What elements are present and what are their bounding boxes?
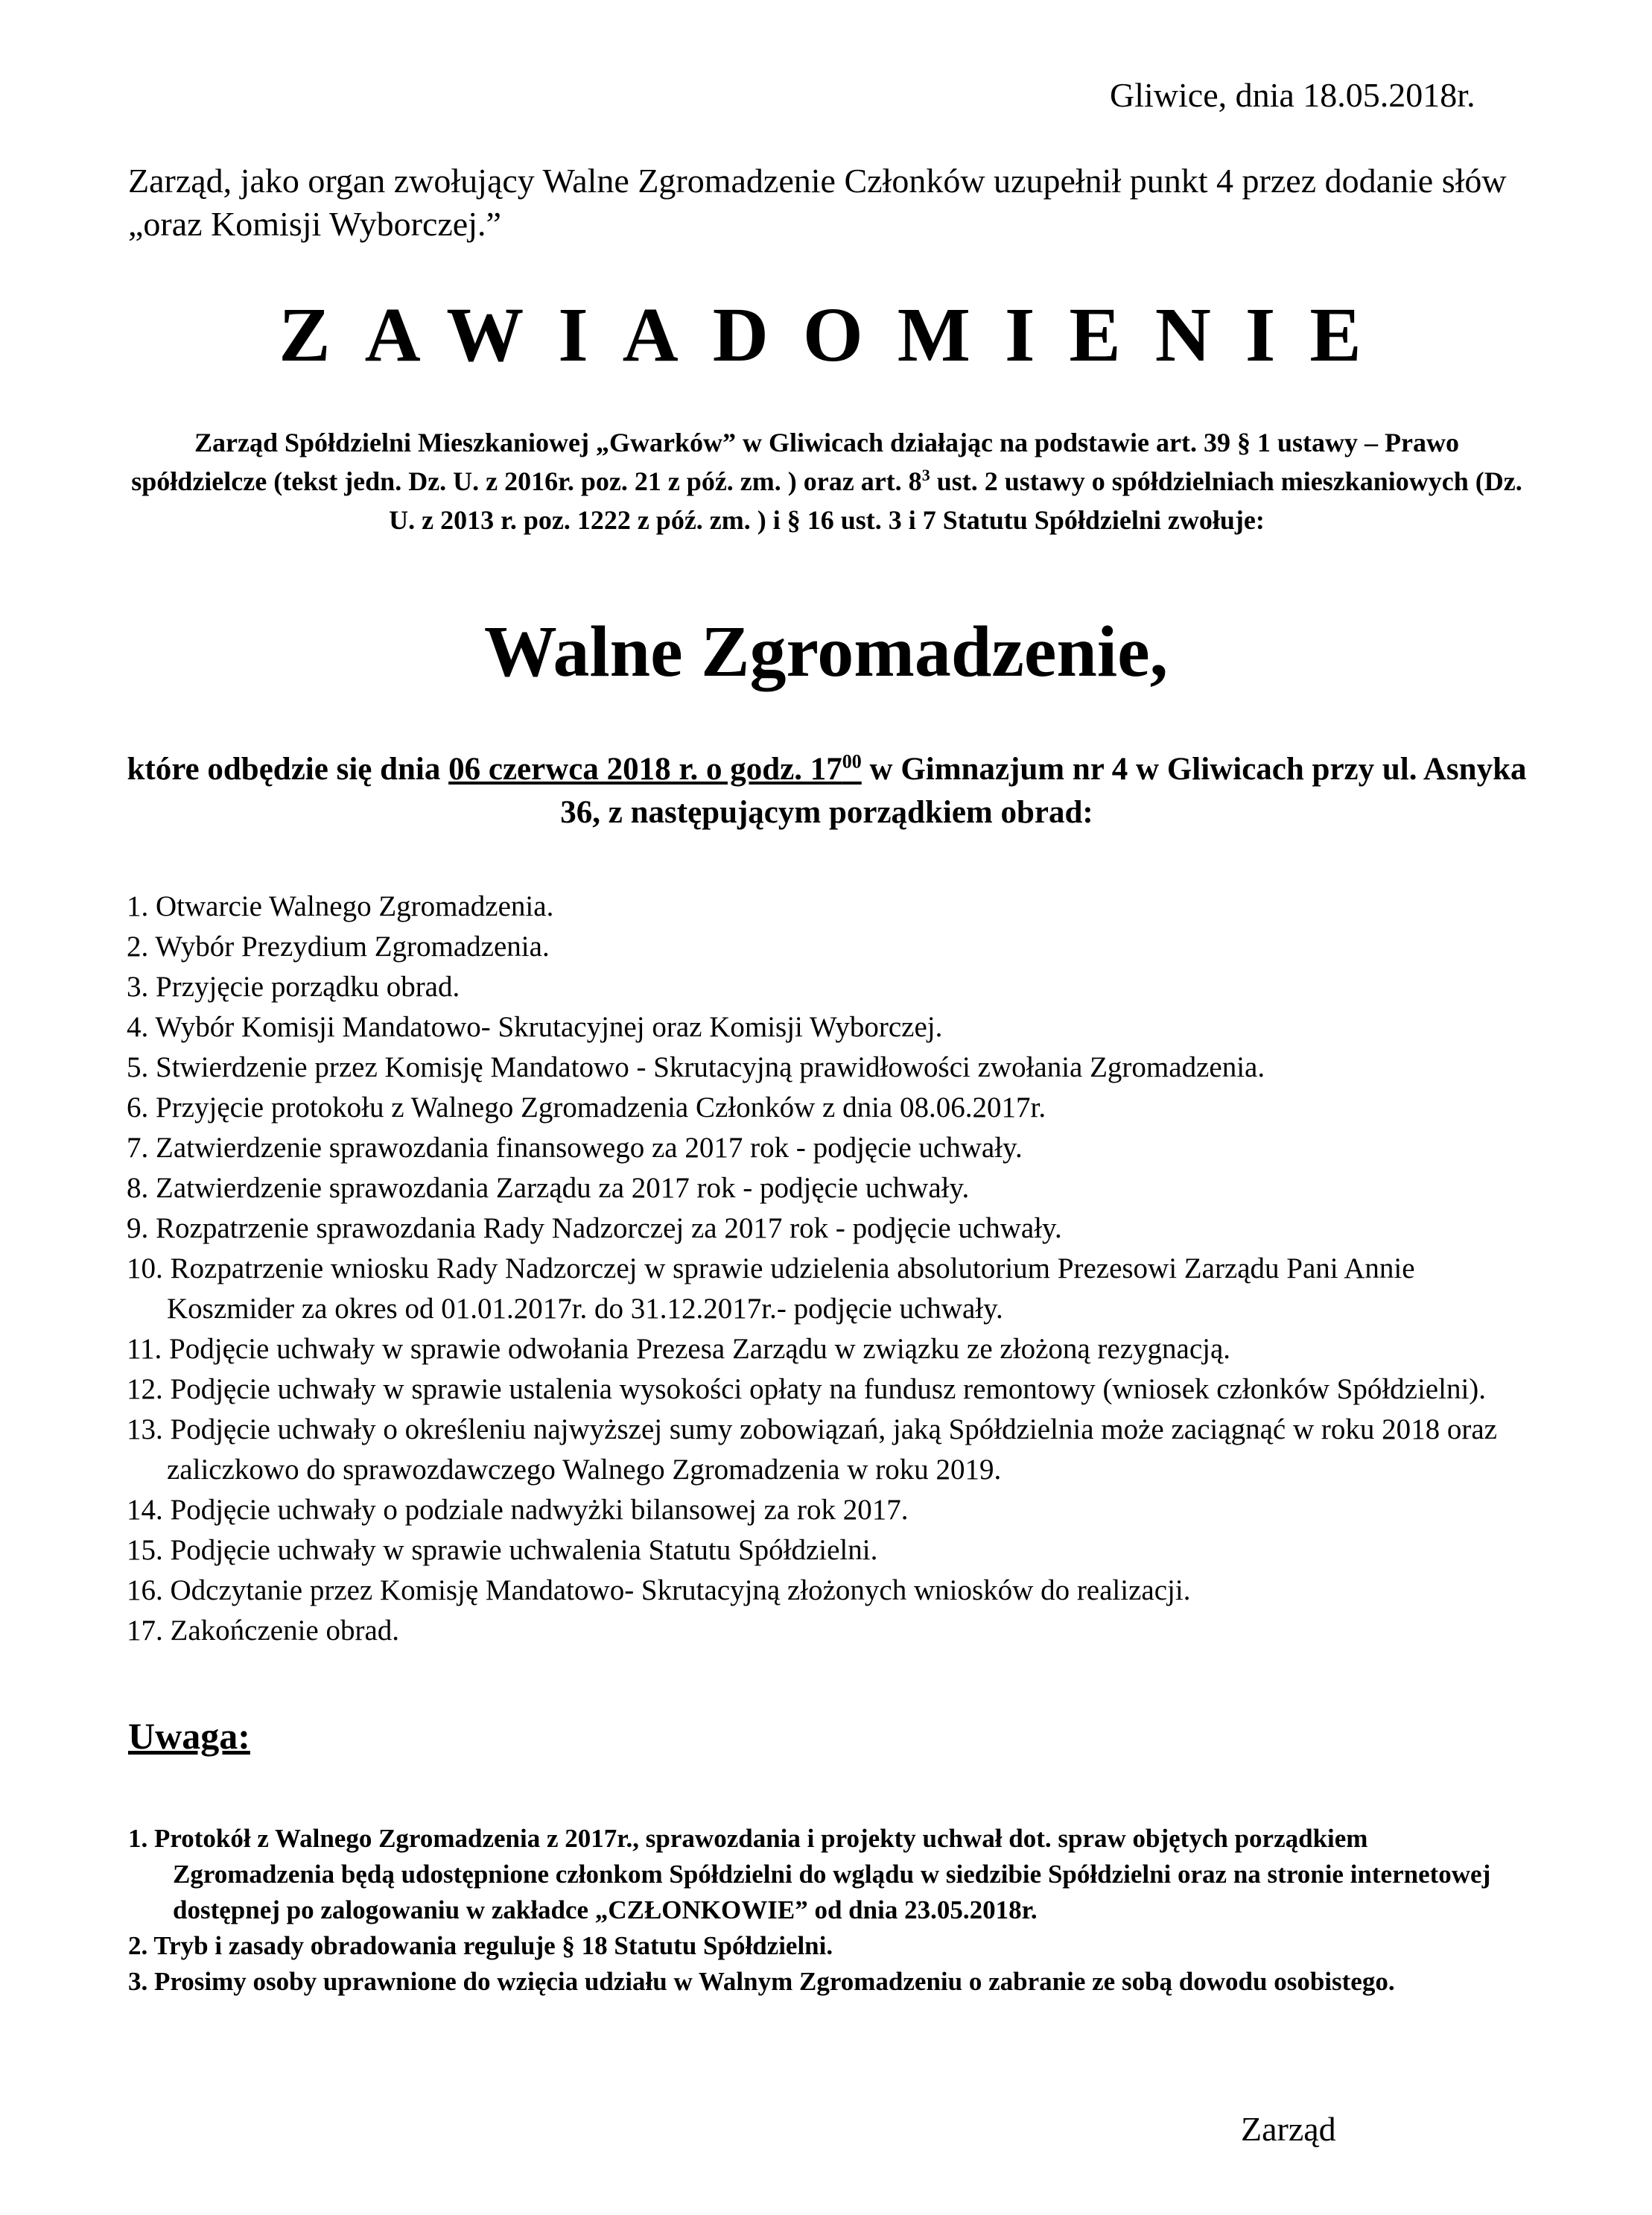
- legal-basis-text-1: Zarząd Spółdzielni Mieszkaniowej „Gwarków” w Gliwicach działając na podstawie art. 39 § 1 ustawy – Prawo spółdzielcze (tekst jedn. Dz. U. z 2016r. poz. 21 z póź. zm. ) oraz art. 8: [131, 428, 1459, 496]
- legal-basis-superscript: 3: [921, 466, 930, 484]
- legal-basis-text-2: ust. 2 ustawy o spółdzielniach mieszkaniowych (Dz. U. z 2013 r. poz. 1222 z póź. zm. ) i § 16 ust. 3 i 7 Statutu Spółdzielni zwołuje:: [389, 466, 1522, 535]
- agenda-list: [127, 887, 1542, 1651]
- agenda-item: 4. Wybór Komisji Mandatowo- Skrutacyjnej oraz Komisji Wyborczej.: [127, 1011, 943, 1043]
- note-item: 3. Prosimy osoby uprawnione do wzięcia udziału w Walnym Zgromadzeniu o zabranie ze sobą dowodu osobistego.: [128, 1967, 1395, 1996]
- assembly-title: Walne Zgromadzenie,: [483, 612, 1169, 692]
- agenda-item: 5. Stwierdzenie przez Komisję Mandatowo - Skrutacyjną prawidłowości zwołania Zgromadzenia.: [127, 1051, 1265, 1083]
- agenda-item: 6. Przyjęcie protokołu z Walnego Zgromadzenia Członków z dnia 08.06.2017r.: [127, 1091, 1046, 1124]
- notes-title: Uwaga:: [128, 1715, 250, 1757]
- meeting-suffix: w Gimnazjum nr 4 w Gliwicach przy ul. Asnyka 36, z następującym porządkiem obrad:: [560, 752, 1527, 830]
- agenda-item: 13. Podjęcie uchwały o określeniu najwyższej sumy zobowiązań, jaką Spółdzielnia może zaciągnąć w roku 2018 oraz zaliczkowo do sprawozdawczego Walnego Zgromadzenia w roku 2019.: [127, 1413, 1497, 1486]
- legal-basis-paragraph: [127, 423, 1527, 539]
- notice-heading: ZAWIADOMIENIE: [279, 292, 1396, 378]
- notes-list: [128, 1821, 1528, 2000]
- agenda-item: 9. Rozpatrzenie sprawozdania Rady Nadzorczej za 2017 rok - podjęcie uchwały.: [127, 1212, 1062, 1244]
- meeting-prefix: które odbędzie się dnia: [127, 752, 449, 787]
- meeting-date-text: 06 czerwca 2018 r. o godz. 17: [448, 752, 842, 787]
- agenda-item: 16. Odczytanie przez Komisję Mandatowo- Skrutacyjną złożonych wniosków do realizacji.: [127, 1574, 1191, 1606]
- agenda-item: 17. Zakończenie obrad.: [127, 1614, 400, 1647]
- meeting-time-minutes: 00: [842, 750, 862, 773]
- agenda-item: 8. Zatwierdzenie sprawozdania Zarządu za 2017 rok - podjęcie uchwały.: [127, 1172, 970, 1204]
- note-item: 1. Protokół z Walnego Zgromadzenia z 2017r., sprawozdania i projekty uchwał dot. spraw objętych porządkiem Zgromadzenia będą udostępnione członkom Spółdzielni do wglądu w siedzibie Spółdzielni oraz na stronie internetowej dostępnej po zalogowaniu w zakładce „CZŁONKOWIE” od dnia 23.05.2018r.: [128, 1824, 1491, 1924]
- place-and-date: Gliwice, dnia 18.05.2018r.: [1110, 76, 1475, 114]
- signature: Zarząd: [1241, 2110, 1336, 2148]
- agenda-item: 11. Podjęcie uchwały w sprawie odwołania Prezesa Zarządu w związku ze złożoną rezygnacją.: [127, 1333, 1231, 1365]
- agenda-item: 3. Przyjęcie porządku obrad.: [127, 971, 460, 1003]
- agenda-item: 10. Rozpatrzenie wniosku Rady Nadzorczej w sprawie udzielenia absolutorium Prezesowi Zarządu Pani Annie Koszmider za okres od 01.01.2017r. do 31.12.2017r.- podjęcie uchwały.: [127, 1252, 1415, 1325]
- agenda-item: 12. Podjęcie uchwały w sprawie ustalenia wysokości opłaty na fundusz remontowy (wniosek członków Spółdzielni).: [127, 1373, 1487, 1405]
- intro-paragraph: Zarząd, jako organ zwołujący Walne Zgromadzenie Członków uzupełnił punkt 4 przez dodanie słów „oraz Komisji Wyborczej.”: [128, 162, 1507, 243]
- agenda-item: 14. Podjęcie uchwały o podziale nadwyżki bilansowej za rok 2017.: [127, 1494, 909, 1526]
- agenda-item: 7. Zatwierdzenie sprawozdania finansowego za 2017 rok - podjęcie uchwały.: [127, 1132, 1023, 1164]
- agenda-item: 15. Podjęcie uchwały w sprawie uchwalenia Statutu Spółdzielni.: [127, 1534, 878, 1566]
- meeting-details: [112, 748, 1542, 834]
- agenda-item: 1. Otwarcie Walnego Zgromadzenia.: [127, 890, 554, 922]
- agenda-item: 2. Wybór Prezydium Zgromadzenia.: [127, 931, 550, 963]
- note-item: 2. Tryb i zasady obradowania reguluje § 18 Statutu Spółdzielni.: [128, 1931, 833, 1960]
- meeting-date-time: [448, 752, 862, 787]
